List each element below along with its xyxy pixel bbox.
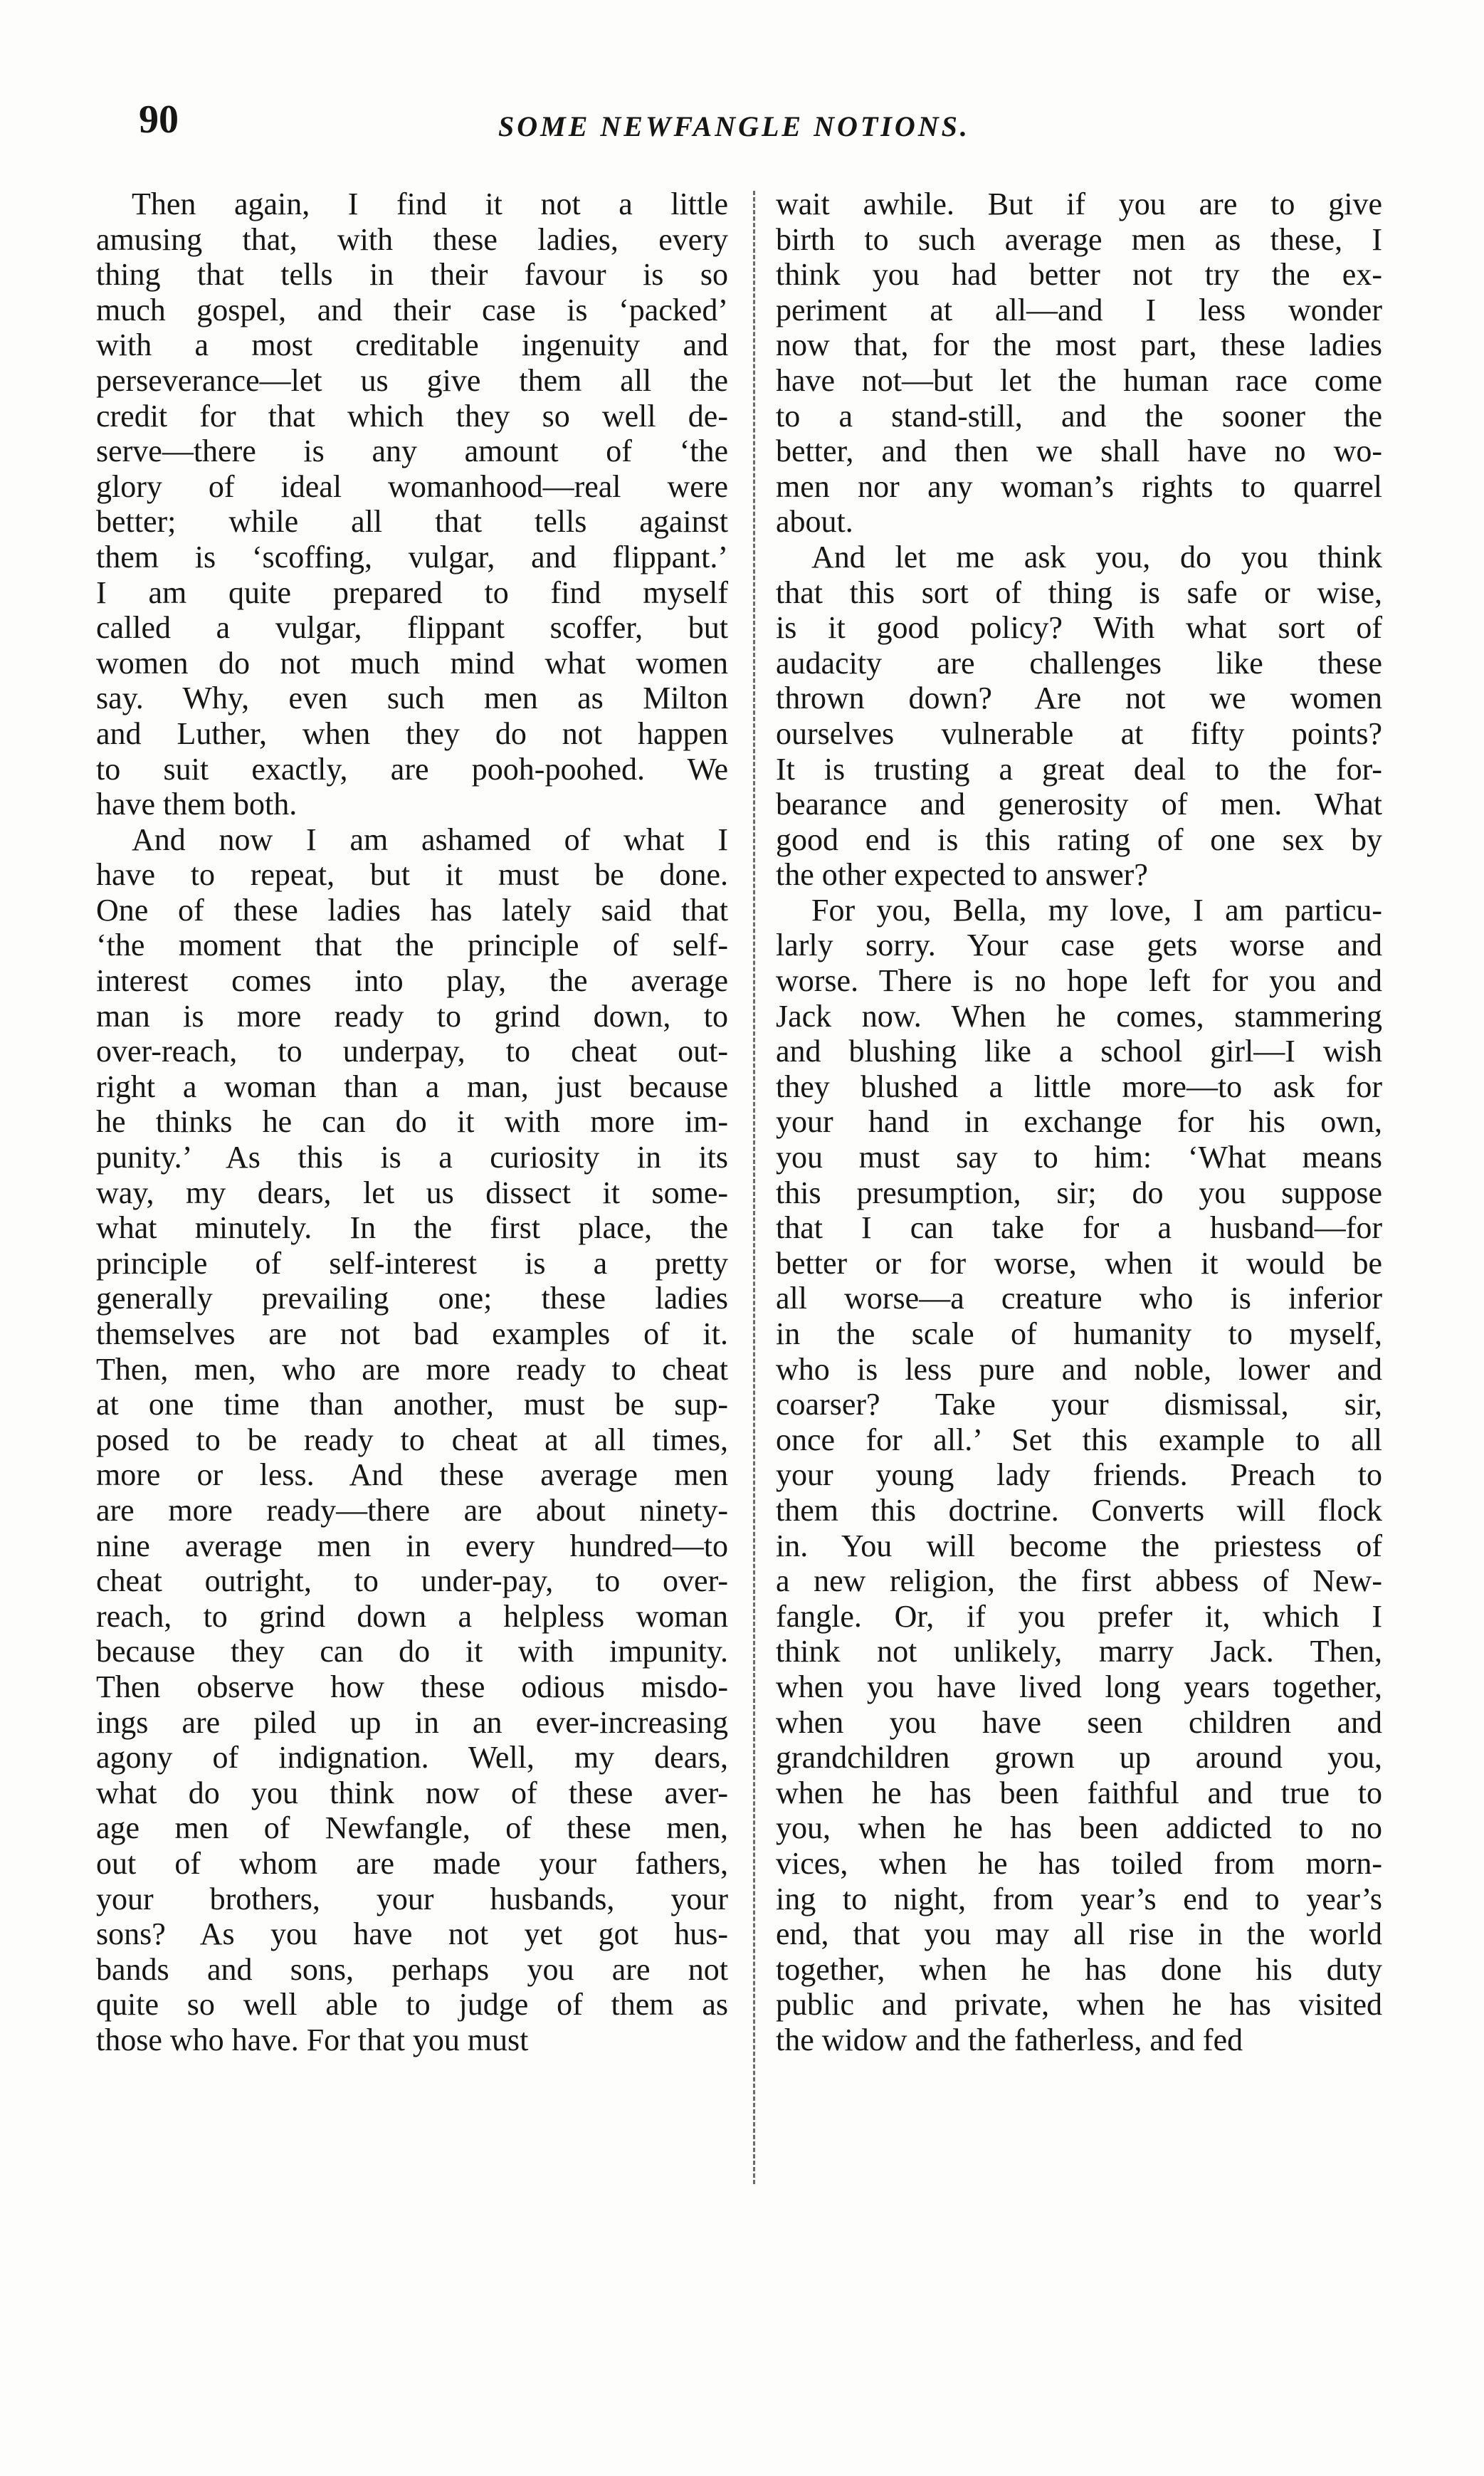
text-line: ing to night, from year’s end to year’s	[776, 1881, 1382, 1916]
text-line: in. You will become the priestess of	[776, 1528, 1382, 1563]
text-line: grandchildren grown up around you,	[776, 1740, 1382, 1775]
text-line: when he has been faithful and true to	[776, 1775, 1382, 1810]
text-line: with a most creditable ingenuity and	[96, 327, 728, 363]
text-line: who is less pure and noble, lower and	[776, 1351, 1382, 1387]
text-line: your hand in exchange for his own,	[776, 1104, 1382, 1140]
text-line: punity.’ As this is a curiosity in its	[96, 1140, 728, 1175]
text-line: coarser? Take your dismissal, sir,	[776, 1387, 1382, 1422]
text-line: man is more ready to grind down, to	[96, 998, 728, 1034]
text-line: them this doctrine. Converts will flock	[776, 1492, 1382, 1528]
text-line: Jack now. When he comes, stammering	[776, 998, 1382, 1034]
text-line: way, my dears, let us dissect it some-	[96, 1175, 728, 1210]
text-line: ings are piled up in an ever-increasing	[96, 1704, 728, 1740]
text-line: the other expected to answer?	[776, 857, 1148, 893]
text-line: to a stand-still, and the sooner the	[776, 398, 1382, 434]
text-line: much gospel, and their case is ‘packed’	[96, 292, 728, 327]
text-line: wait awhile. But if you are to give	[776, 187, 1382, 221]
text-line: he thinks he can do it with more im-	[96, 1104, 728, 1140]
text-line: better; while all that tells against	[96, 504, 728, 540]
text-line: It is trusting a great deal to the for-	[776, 751, 1382, 787]
text-line: when you have seen children and	[776, 1704, 1382, 1740]
text-line: credit for that which they so well de-	[96, 398, 728, 434]
text-line: good end is this rating of one sex by	[776, 822, 1382, 857]
text-line: bands and sons, perhaps you are not	[96, 1951, 728, 1987]
text-line: to suit exactly, are pooh-poohed. We	[96, 751, 728, 787]
text-line: now that, for the most part, these ladies	[776, 327, 1382, 363]
text-line: say. Why, even such men as Milton	[96, 681, 728, 716]
text-line: perseverance—let us give them all the	[96, 362, 728, 398]
text-line: principle of self-interest is a pretty	[96, 1245, 728, 1281]
text-line: you must say to him: ‘What means	[776, 1140, 1382, 1175]
text-line: have them both.	[96, 787, 298, 822]
text-line: you, when he has been addicted to no	[776, 1810, 1382, 1846]
text-line: themselves are not bad examples of it.	[96, 1316, 728, 1351]
text-line: agony of indignation. Well, my dears,	[96, 1740, 728, 1775]
text-line: And let me ask you, do you think	[811, 539, 1382, 575]
text-line: Then again, I find it not a little	[132, 187, 728, 221]
text-line: together, when he has done his duty	[776, 1951, 1382, 1987]
text-line: about.	[776, 504, 853, 540]
text-line: glory of ideal womanhood—real were	[96, 468, 728, 504]
text-line: those who have. For that you must	[96, 2022, 529, 2057]
text-line: out of whom are made your fathers,	[96, 1845, 728, 1881]
text-line: ‘the moment that the principle of self-	[96, 928, 728, 963]
text-line: public and private, when he has visited	[776, 1987, 1382, 2023]
text-line: your brothers, your husbands, your	[96, 1881, 728, 1916]
text-line: One of these ladies has lately said that	[96, 892, 728, 928]
text-line: cheat outright, to under-pay, to over-	[96, 1563, 728, 1599]
text-line: your young lady friends. Preach to	[776, 1457, 1382, 1493]
text-line: this presumption, sir; do you suppose	[776, 1175, 1382, 1210]
text-line: Then, men, who are more ready to cheat	[96, 1351, 728, 1387]
text-line: For you, Bella, my love, I am particu-	[811, 892, 1382, 928]
text-line: Then observe how these odious misdo-	[96, 1669, 728, 1704]
text-line: the widow and the fatherless, and fed	[776, 2022, 1243, 2057]
text-line: they blushed a little more—to ask for	[776, 1069, 1382, 1104]
text-line: better or for worse, when it would be	[776, 1245, 1382, 1281]
text-line: and blushing like a school girl—I wish	[776, 1034, 1382, 1069]
text-line: when you have lived long years together,	[776, 1669, 1382, 1704]
text-line: have to repeat, but it must be done.	[96, 857, 728, 893]
page-number: 90	[139, 98, 179, 142]
text-line: that this sort of thing is safe or wise,	[776, 575, 1382, 610]
text-line: have not—but let the human race come	[776, 362, 1382, 398]
text-line: interest comes into play, the average	[96, 963, 728, 999]
text-line: them is ‘scoffing, vulgar, and flippant.’	[96, 539, 728, 575]
text-line: audacity are challenges like these	[776, 645, 1382, 681]
text-line: vices, when he has toiled from morn-	[776, 1845, 1382, 1881]
text-line: generally prevailing one; these ladies	[96, 1281, 728, 1316]
text-line: women do not much mind what women	[96, 645, 728, 681]
text-line: quite so well able to judge of them as	[96, 1987, 728, 2023]
text-line: that I can take for a husband—for	[776, 1210, 1382, 1246]
text-line: posed to be ready to cheat at all times,	[96, 1422, 728, 1457]
column-divider	[753, 191, 755, 2184]
text-line: called a vulgar, flippant scoffer, but	[96, 610, 728, 646]
text-line: bearance and generosity of men. What	[776, 787, 1382, 822]
text-line: what do you think now of these aver-	[96, 1775, 728, 1810]
text-line: larly sorry. Your case gets worse and	[776, 928, 1382, 963]
text-line: at one time than another, must be sup-	[96, 1387, 728, 1422]
text-line: end, that you may all rise in the world	[776, 1916, 1382, 1952]
text-line: think you had better not try the ex-	[776, 257, 1382, 293]
text-line: periment at all—and I less wonder	[776, 292, 1382, 327]
text-line: thrown down? Are not we women	[776, 681, 1382, 716]
text-line: age men of Newfangle, of these men,	[96, 1810, 728, 1846]
left-text-column	[96, 187, 728, 2057]
text-line: And now I am ashamed of what I	[132, 822, 728, 857]
text-line: amusing that, with these ladies, every	[96, 221, 728, 257]
text-line: because they can do it with impunity.	[96, 1634, 728, 1669]
text-line: think not unlikely, marry Jack. Then,	[776, 1634, 1382, 1669]
running-title: SOME NEWFANGLE NOTIONS.	[498, 110, 970, 142]
text-line: once for all.’ Set this example to all	[776, 1422, 1382, 1457]
text-line: a new religion, the first abbess of New-	[776, 1563, 1382, 1599]
text-line: all worse—a creature who is inferior	[776, 1281, 1382, 1316]
text-line: more or less. And these average men	[96, 1457, 728, 1493]
text-line: I am quite prepared to find myself	[96, 575, 728, 610]
text-line: reach, to grind down a helpless woman	[96, 1598, 728, 1634]
text-line: birth to such average men as these, I	[776, 221, 1382, 257]
text-line: serve—there is any amount of ‘the	[96, 434, 728, 469]
text-line: in the scale of humanity to myself,	[776, 1316, 1382, 1351]
text-line: is it good policy? With what sort of	[776, 610, 1382, 646]
text-line: and Luther, when they do not happen	[96, 715, 728, 751]
text-line: thing that tells in their favour is so	[96, 257, 728, 293]
text-line: are more ready—there are about ninety-	[96, 1492, 728, 1528]
text-line: nine average men in every hundred—to	[96, 1528, 728, 1563]
right-text-column	[776, 187, 1382, 2057]
text-line: better, and then we shall have no wo-	[776, 434, 1382, 469]
text-line: men nor any woman’s rights to quarrel	[776, 468, 1382, 504]
text-line: right a woman than a man, just because	[96, 1069, 728, 1104]
text-line: over-reach, to underpay, to cheat out-	[96, 1034, 728, 1069]
text-line: what minutely. In the first place, the	[96, 1210, 728, 1246]
text-line: fangle. Or, if you prefer it, which I	[776, 1598, 1382, 1634]
text-line: worse. There is no hope left for you and	[776, 963, 1382, 999]
text-line: sons? As you have not yet got hus-	[96, 1916, 728, 1952]
text-line: ourselves vulnerable at fifty points?	[776, 715, 1382, 751]
